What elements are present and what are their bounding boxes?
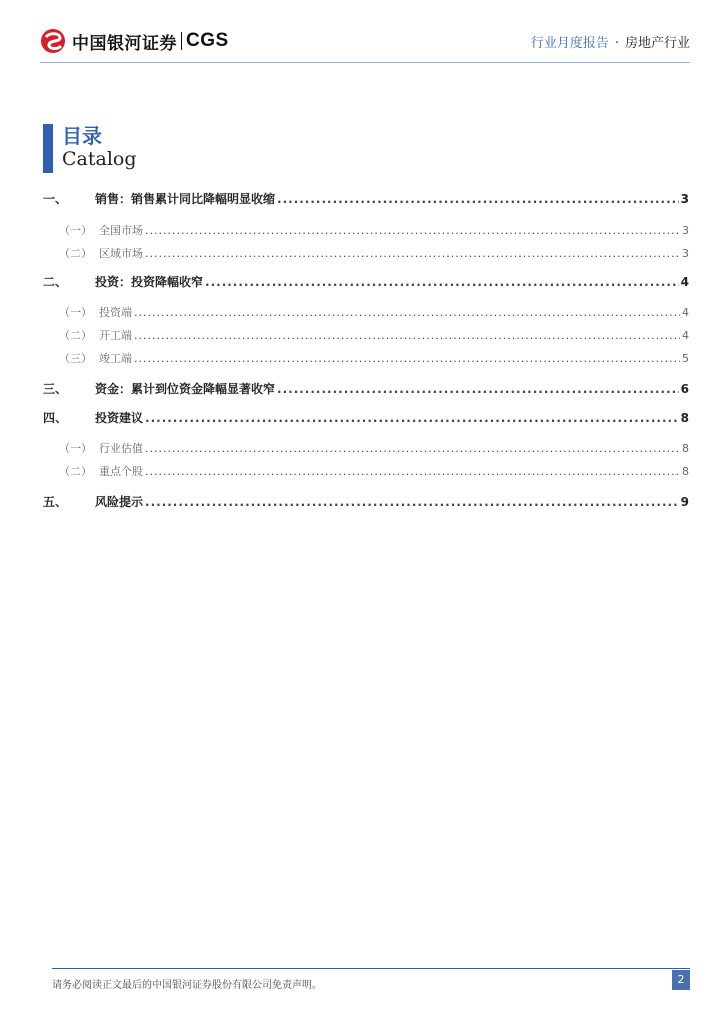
toc-page: 9: [680, 495, 689, 509]
toc-number: （一）: [59, 306, 92, 319]
toc-entry[interactable]: [43, 440, 689, 456]
toc-leader: [134, 329, 680, 342]
toc-title: 竣工端: [99, 352, 132, 365]
toc-leader: [277, 192, 679, 206]
toc-leader: [145, 495, 679, 509]
toc-page: 8: [680, 411, 689, 425]
toc-title: 投资端: [99, 306, 132, 319]
toc-number: 四、: [43, 411, 68, 425]
catalog-title-cn: 目录: [62, 124, 102, 148]
toc-page: 3: [682, 247, 689, 260]
toc-number: 三、: [43, 382, 68, 396]
toc-number: （一）: [59, 224, 92, 237]
toc-number: （三）: [59, 352, 92, 365]
toc-entry[interactable]: [43, 380, 689, 397]
toc-title: 行业估值: [99, 442, 143, 455]
toc-page: 4: [680, 275, 689, 289]
toc-entry[interactable]: [43, 463, 689, 479]
page-number: 2: [672, 970, 690, 990]
toc-title: 全国市场: [99, 224, 143, 237]
page-header: [0, 0, 724, 64]
catalog-title-en: Catalog: [62, 148, 137, 170]
toc-entry[interactable]: [43, 327, 689, 343]
brand-name-cn: 中国银河证券: [72, 33, 177, 54]
header-separator: ·: [614, 36, 619, 51]
toc-title: 投资：投资降幅收窄: [95, 275, 204, 289]
toc-entry[interactable]: [43, 409, 689, 426]
toc-page: 4: [682, 329, 689, 342]
logo-divider: [181, 32, 182, 50]
toc-leader: [277, 382, 679, 396]
toc-leader: [134, 306, 680, 319]
header-divider: [40, 62, 690, 63]
toc-entry[interactable]: [43, 222, 689, 238]
toc-number: （二）: [59, 465, 92, 478]
toc-page: 3: [682, 224, 689, 237]
galaxy-logo-icon: [40, 28, 66, 54]
toc-page: 8: [682, 465, 689, 478]
toc-number: 一、: [43, 192, 68, 206]
toc-page: 6: [680, 382, 689, 396]
toc-entry[interactable]: [43, 350, 689, 366]
toc-title: 区域市场: [99, 247, 143, 260]
toc-title: 销售：销售累计同比降幅明显收缩: [95, 192, 276, 206]
toc-title: 风险提示: [95, 495, 144, 509]
toc-page: 8: [682, 442, 689, 455]
toc-number: （二）: [59, 247, 92, 260]
toc-leader: [145, 247, 680, 260]
toc-number: 二、: [43, 275, 68, 289]
toc-entry[interactable]: [43, 304, 689, 320]
toc-leader: [145, 465, 680, 478]
toc-title: 投资建议: [95, 411, 144, 425]
toc-leader: [134, 352, 680, 365]
catalog-accent-bar: [43, 124, 53, 173]
toc-number: （一）: [59, 442, 92, 455]
toc-leader: [145, 442, 680, 455]
toc-entry[interactable]: [43, 273, 689, 290]
toc-title: 重点个股: [99, 465, 143, 478]
report-category: [531, 32, 690, 51]
toc-page: 5: [682, 352, 689, 365]
toc-title: 开工端: [99, 329, 132, 342]
company-logo: [40, 28, 229, 54]
brand-name-en: CGS: [186, 30, 229, 51]
footer-divider: [52, 968, 690, 969]
toc-title: 资金：累计到位资金降幅显著收窄: [95, 382, 276, 396]
toc-page: 3: [680, 192, 689, 206]
toc-entry[interactable]: [43, 190, 689, 207]
toc-leader: [145, 224, 680, 237]
toc-page: 4: [682, 306, 689, 319]
report-type: 行业月度报告: [530, 36, 609, 51]
toc-leader: [205, 275, 679, 289]
toc-entry[interactable]: [43, 245, 689, 261]
toc-number: （二）: [59, 329, 92, 342]
industry-category: 房地产行业: [624, 36, 690, 51]
toc-number: 五、: [43, 495, 68, 509]
toc-entry[interactable]: [43, 493, 689, 510]
footer-disclaimer: 请务必阅读正文最后的中国银河证券股份有限公司免责声明。: [52, 980, 322, 991]
toc-leader: [145, 411, 679, 425]
